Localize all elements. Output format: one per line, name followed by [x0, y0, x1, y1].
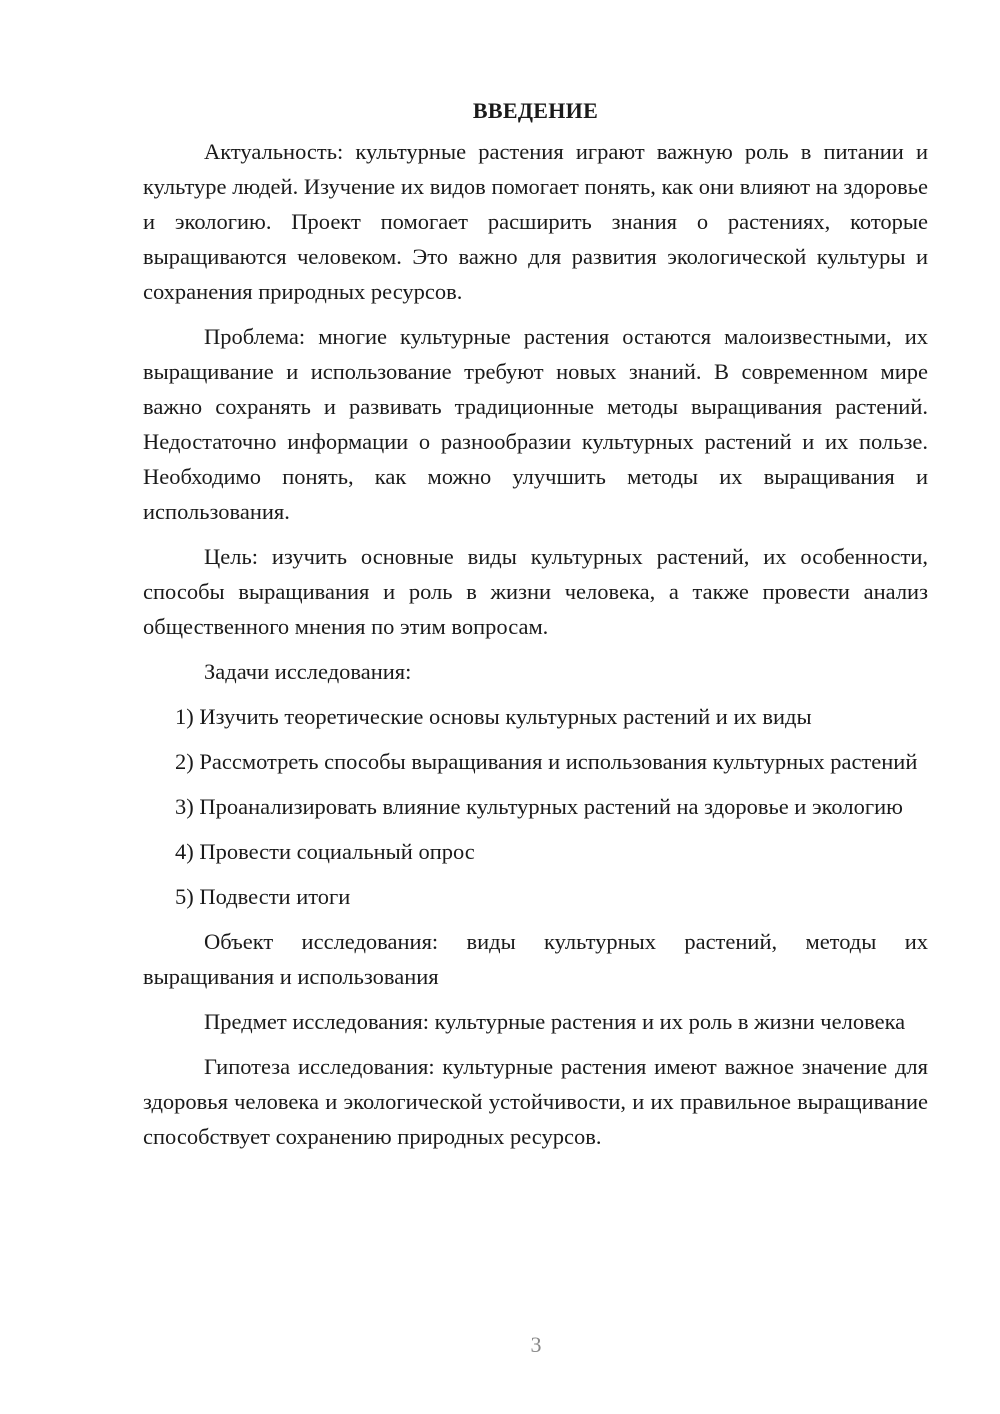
task-item-3: 3) Проанализировать влияние культурных растений на здоровье и экологию — [175, 794, 903, 819]
task-item-1: 1) Изучить теоретические основы культурных растений и их виды — [175, 704, 812, 729]
paragraph-problem: Проблема: многие культурные растения остаются малоизвестными, их выращивание и использование требуют новых знаний. В современном мире важно сохранять и развивать традиционные методы выращивания растений. Недостаточно информации о разнообразии культурных растений и их пользе. Необходимо понять, как можно улучшить методы их выращивания и использования. — [143, 324, 928, 524]
page-title: ВВЕДЕНИЕ — [472, 98, 599, 123]
paragraph-relevance: Актуальность: культурные растения играют важную роль в питании и культуре людей. Изучение их видов помогает понять, как они влияют на здоровье и экологию. Проект помогает расширить знания о растениях, которые выращиваются человеком. Это важно для развития экологической культуры и сохранения природных ресурсов. — [143, 139, 928, 304]
tasks-heading: Задачи исследования: — [204, 659, 412, 684]
task-item-2: 2) Рассмотреть способы выращивания и использования культурных растений — [175, 749, 918, 774]
task-item-4: 4) Провести социальный опрос — [175, 839, 475, 864]
paragraph-hypothesis: Гипотеза исследования: культурные растения имеют важное значение для здоровья человека и экологической устойчивости, и их правильное выращивание способствует сохранению природных ресурсов. — [143, 1054, 928, 1149]
page-number: 3 — [530, 1332, 542, 1357]
paragraph-goal: Цель: изучить основные виды культурных растений, их особенности, способы выращивания и роль в жизни человека, а также провести анализ общественного мнения по этим вопросам. — [143, 544, 928, 639]
paragraph-object: Объект исследования: виды культурных растений, методы их выращивания и использования — [143, 929, 928, 989]
paragraph-subject: Предмет исследования: культурные растения и их роль в жизни человека — [204, 1009, 906, 1034]
document-page — [143, 96, 928, 1154]
task-item-5: 5) Подвести итоги — [175, 884, 351, 909]
